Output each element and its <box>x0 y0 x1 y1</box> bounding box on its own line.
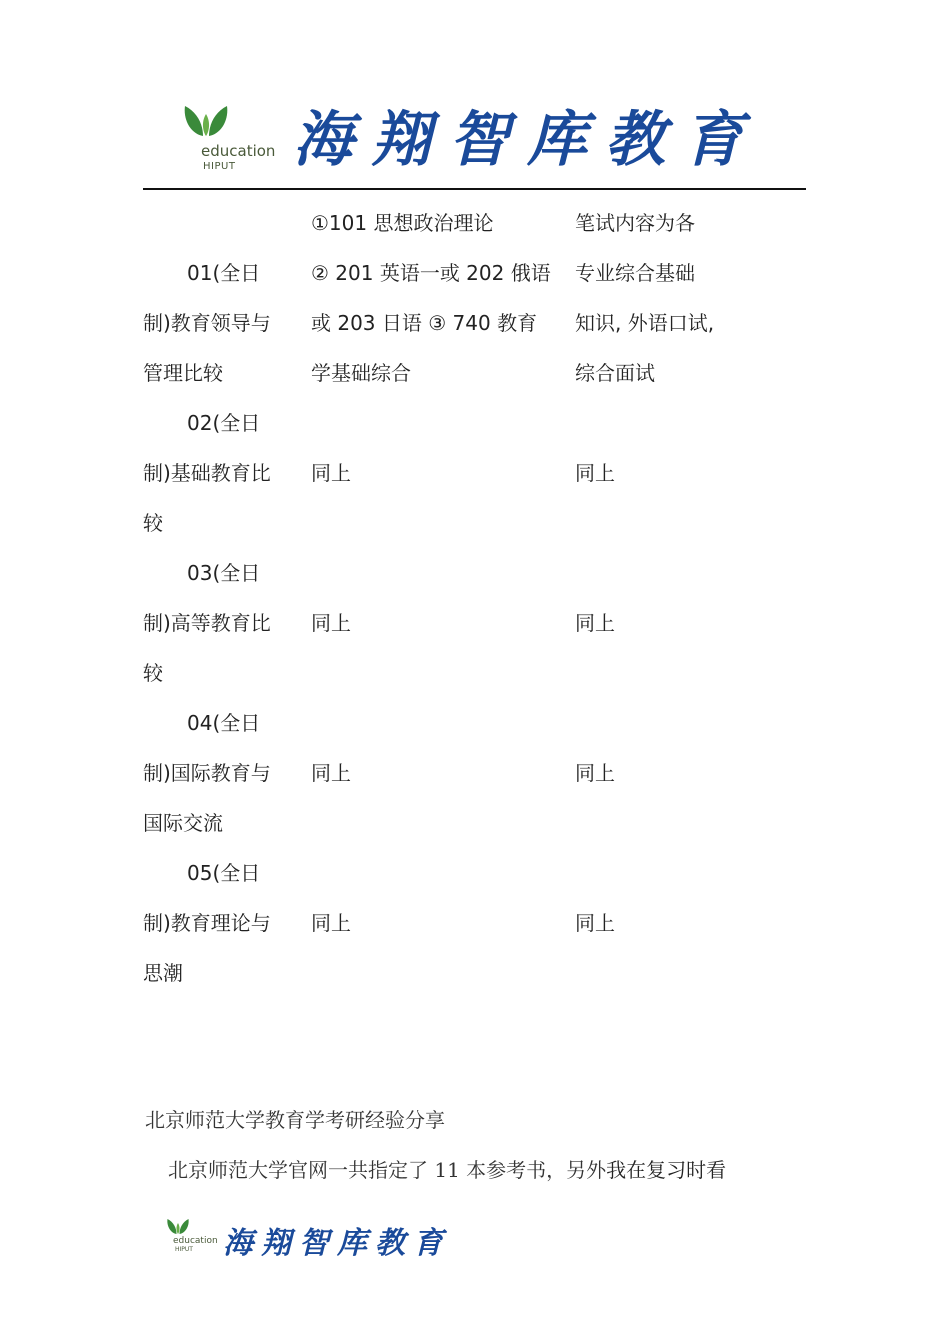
table-row <box>143 398 806 548</box>
table-cell-program: 03(全日 制)高等教育比 较 <box>143 561 271 685</box>
footer-logo-text-hiput: HIPUT <box>175 1246 193 1253</box>
table-row <box>143 698 806 848</box>
brand-title: 海翔智库教育 <box>293 105 761 175</box>
table-cell-exam-subjects: 同上 <box>311 911 351 935</box>
leaf-icon <box>165 1218 191 1236</box>
body-paragraph: 北京师范大学官网一共指定了 11 本参考书，另外我在复习时看 <box>168 1158 727 1182</box>
footer-brand-title: 海翔智库教育 <box>223 1226 451 1261</box>
logo-text-education: education <box>201 142 276 160</box>
table-cell-program: 05(全日 制)教育理论与 思潮 <box>143 861 271 985</box>
table-row <box>143 198 806 398</box>
footer-logo-text-education: education <box>173 1236 218 1246</box>
table-cell-retest: 同上 <box>575 911 615 935</box>
logo-text-hiput: HIPUT <box>203 161 236 172</box>
program-table <box>143 198 806 998</box>
table-cell-retest: 同上 <box>575 761 615 785</box>
section-title: 北京师范大学教育学考研经验分享 <box>145 1108 445 1132</box>
table-cell-exam-subjects: 同上 <box>311 761 351 785</box>
leaf-icon <box>181 104 231 140</box>
table-row <box>143 848 806 998</box>
education-logo <box>181 104 291 174</box>
table-cell-exam-subjects: 同上 <box>311 611 351 635</box>
table-cell-program: 01(全日 制)教育领导与 管理比较 <box>143 261 271 385</box>
table-cell-retest: 同上 <box>575 461 615 485</box>
table-cell-program: 04(全日 制)国际教育与 国际交流 <box>143 711 271 835</box>
page-header <box>143 98 806 190</box>
table-row <box>143 548 806 698</box>
page-footer <box>163 1218 483 1262</box>
table-cell-retest: 笔试内容为各 专业综合基础 知识, 外语口试, 综合面试 <box>575 211 715 385</box>
table-cell-program: 02(全日 制)基础教育比 较 <box>143 411 271 535</box>
table-cell-retest: 同上 <box>575 611 615 635</box>
header-divider <box>143 188 806 190</box>
table-cell-exam-subjects: 同上 <box>311 461 351 485</box>
table-cell-exam-subjects: ①101 思想政治理论 ② 201 英语一或 202 俄语 或 203 日语 ③ 740 教育 学基础综合 <box>311 211 551 385</box>
